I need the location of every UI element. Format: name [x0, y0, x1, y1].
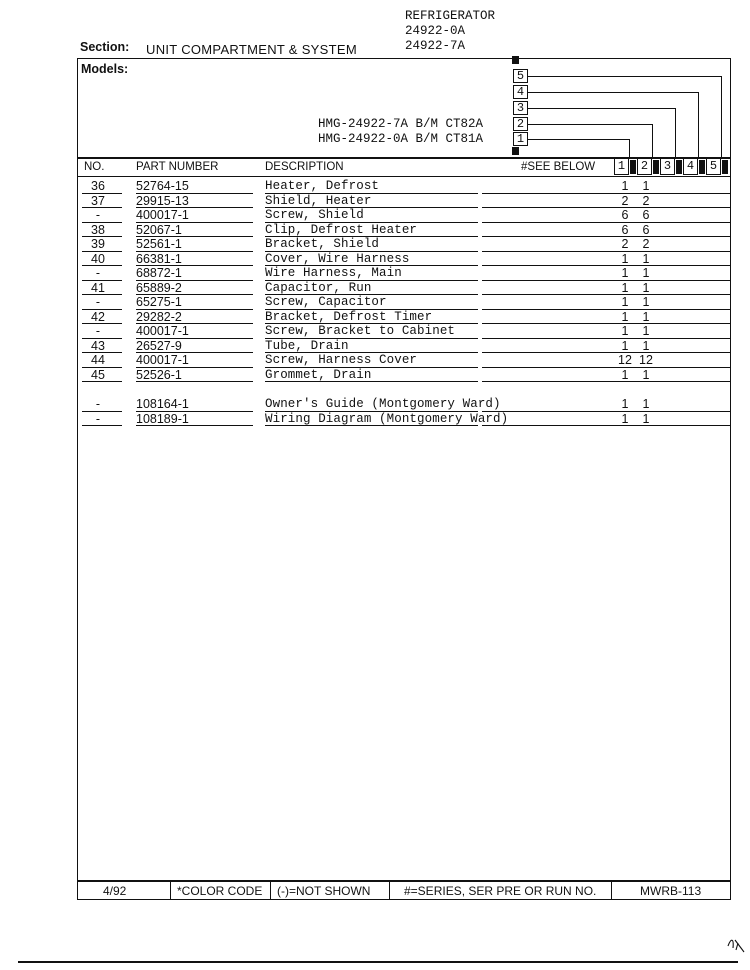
qty-model-1: 1	[621, 367, 629, 382]
parts-row	[78, 194, 730, 209]
model-key-box: 2	[513, 117, 528, 131]
part-description: Bracket, Defrost Timer	[265, 309, 433, 324]
part-description: Screw, Capacitor	[265, 295, 387, 309]
part-description: Wiring Diagram (Montgomery Ward)	[265, 411, 509, 426]
part-description: Capacitor, Run	[265, 280, 372, 295]
part-number: 52561-1	[136, 237, 182, 251]
row-number: 43	[91, 338, 105, 353]
part-number: 29915-13	[136, 193, 189, 208]
model-col-2-header: 2	[637, 158, 652, 175]
qty-model-1: 1	[621, 266, 629, 280]
footer-divider	[270, 881, 271, 900]
row-rule	[265, 425, 478, 426]
product-line: 24922-0A	[405, 24, 466, 38]
footer-date: 4/92	[103, 884, 127, 898]
part-description: Wire Harness, Main	[265, 266, 402, 280]
part-description: Grommet, Drain	[265, 367, 372, 382]
parts-row	[78, 397, 730, 412]
part-description: Clip, Defrost Heater	[265, 222, 418, 237]
row-number: 45	[91, 367, 105, 382]
qty-model-1: 6	[621, 222, 629, 237]
part-description: Shield, Heater	[265, 193, 372, 208]
parts-row	[78, 353, 730, 368]
part-number: 400017-1	[136, 353, 189, 367]
handwritten-mark-icon	[724, 934, 748, 956]
part-number: 108164-1	[136, 397, 189, 411]
qty-model-2: 1	[642, 397, 650, 411]
row-number: 38	[91, 222, 105, 237]
parts-row	[78, 368, 730, 383]
page-bottom-rule	[18, 961, 738, 963]
qty-model-2: 1	[642, 411, 650, 426]
parts-row	[78, 281, 730, 296]
part-number: 68872-1	[136, 266, 182, 280]
qty-model-2: 1	[642, 280, 650, 295]
part-description: Owner's Guide (Montgomery Ward)	[265, 397, 501, 411]
header-rule	[78, 157, 730, 159]
qty-model-2: 1	[642, 367, 650, 382]
qty-model-2: 2	[642, 237, 650, 251]
section-value: UNIT COMPARTMENT & SYSTEM	[146, 42, 357, 57]
model-entry: HMG-24922-0A B/M CT81A	[318, 132, 484, 146]
part-number: 52764-15	[136, 179, 189, 193]
row-number: -	[95, 324, 101, 338]
part-description: Tube, Drain	[265, 338, 349, 353]
product-header	[405, 9, 495, 54]
parts-row	[78, 324, 730, 339]
footer-divider	[611, 881, 612, 900]
part-description: Bracket, Shield	[265, 237, 380, 251]
part-description: Screw, Harness Cover	[265, 353, 418, 367]
parts-row	[78, 310, 730, 325]
qty-model-1: 1	[621, 309, 629, 324]
col-marker	[699, 160, 705, 174]
row-number: 41	[91, 280, 105, 295]
key-marker	[512, 147, 519, 155]
col-part-number-header: PART NUMBER	[136, 161, 219, 173]
footer-not-shown: (-)=NOT SHOWN	[277, 884, 371, 898]
qty-model-1: 1	[621, 397, 629, 411]
parts-row	[78, 252, 730, 267]
footer-color-code: *COLOR CODE	[177, 884, 263, 898]
qty-model-1: 1	[621, 280, 629, 295]
row-rule	[482, 381, 730, 382]
part-description: Cover, Wire Harness	[265, 251, 410, 266]
parts-row	[78, 179, 730, 194]
parts-row	[78, 208, 730, 223]
part-number: 52526-1	[136, 367, 182, 382]
qty-model-2: 1	[642, 309, 650, 324]
row-number: -	[95, 208, 101, 222]
qty-model-2: 1	[642, 266, 650, 280]
qty-model-1: 1	[621, 324, 629, 338]
row-rule	[136, 381, 253, 382]
qty-model-2: 2	[642, 193, 650, 208]
col-description-header: DESCRIPTION	[265, 161, 344, 173]
col-marker	[630, 160, 636, 174]
row-number: 40	[91, 251, 105, 266]
product-line: REFRIGERATOR	[405, 9, 496, 23]
row-number: -	[95, 411, 101, 426]
qty-model-1: 1	[621, 251, 629, 266]
qty-model-1: 1	[621, 411, 629, 426]
footer-doc-id: MWRB-113	[640, 884, 702, 898]
qty-model-1: 6	[621, 208, 629, 222]
row-number: 37	[91, 193, 105, 208]
row-number: 42	[91, 309, 105, 324]
qty-model-1: 1	[621, 179, 629, 193]
footer-divider	[170, 881, 171, 900]
qty-model-1: 1	[621, 295, 629, 309]
qty-model-2: 1	[642, 324, 650, 338]
row-number: -	[95, 266, 101, 280]
model-col-3-header: 3	[660, 158, 675, 175]
part-description: Screw, Bracket to Cabinet	[265, 324, 456, 338]
col-marker	[653, 160, 659, 174]
models-label: Models:	[81, 62, 129, 76]
part-number: 29282-2	[136, 309, 182, 324]
qty-model-2: 1	[642, 295, 650, 309]
footer-series-note: #=SERIES, SER PRE OR RUN NO.	[404, 884, 597, 898]
model-col-1-header: 1	[614, 158, 629, 175]
model-col-5-header: 5	[706, 158, 721, 175]
col-marker	[722, 160, 728, 174]
key-marker	[512, 56, 519, 64]
part-description: Screw, Shield	[265, 208, 364, 222]
parts-row	[78, 412, 730, 427]
row-number: -	[95, 397, 101, 411]
header-rule-bottom	[78, 176, 730, 177]
qty-model-2: 1	[642, 251, 650, 266]
qty-model-1: 2	[621, 237, 629, 251]
qty-model-1: 12	[618, 353, 632, 367]
row-rule	[265, 381, 478, 382]
qty-model-1: 2	[621, 193, 629, 208]
part-number: 65889-2	[136, 280, 182, 295]
model-key-box: 5	[513, 69, 528, 83]
part-number: 108189-1	[136, 411, 189, 426]
parts-row	[78, 237, 730, 252]
part-number: 52067-1	[136, 222, 182, 237]
part-number: 66381-1	[136, 251, 182, 266]
model-entry: HMG-24922-7A B/M CT82A	[318, 117, 484, 131]
part-description: Heater, Defrost	[265, 179, 380, 193]
qty-model-2: 12	[639, 353, 653, 367]
parts-row	[78, 223, 730, 238]
parts-row	[78, 295, 730, 310]
footer-divider	[389, 881, 390, 900]
col-no-header: NO.	[84, 161, 105, 173]
row-number: 36	[91, 179, 105, 193]
qty-model-1: 1	[621, 338, 629, 353]
qty-model-2: 6	[642, 208, 650, 222]
model-col-4-header: 4	[683, 158, 698, 175]
col-see-below-header: #SEE BELOW	[521, 161, 596, 173]
part-number: 400017-1	[136, 208, 189, 222]
row-number: 44	[91, 353, 105, 367]
part-number: 400017-1	[136, 324, 189, 338]
qty-model-2: 6	[642, 222, 650, 237]
row-rule	[82, 381, 122, 382]
part-number: 65275-1	[136, 295, 182, 309]
col-marker	[676, 160, 682, 174]
qty-model-2: 1	[642, 338, 650, 353]
parts-row	[78, 266, 730, 281]
qty-model-2: 1	[642, 179, 650, 193]
product-line: 24922-7A	[405, 39, 466, 53]
row-rule	[136, 425, 253, 426]
part-number: 26527-9	[136, 338, 182, 353]
row-rule	[482, 425, 730, 426]
model-key-box: 3	[513, 101, 528, 115]
row-number: 39	[91, 237, 105, 251]
model-key-box: 1	[513, 132, 528, 146]
row-number: -	[95, 295, 101, 309]
section-label: Section:	[80, 40, 130, 54]
model-key-box: 4	[513, 85, 528, 99]
footer-rule	[78, 880, 730, 882]
parts-row	[78, 339, 730, 354]
row-rule	[82, 425, 122, 426]
